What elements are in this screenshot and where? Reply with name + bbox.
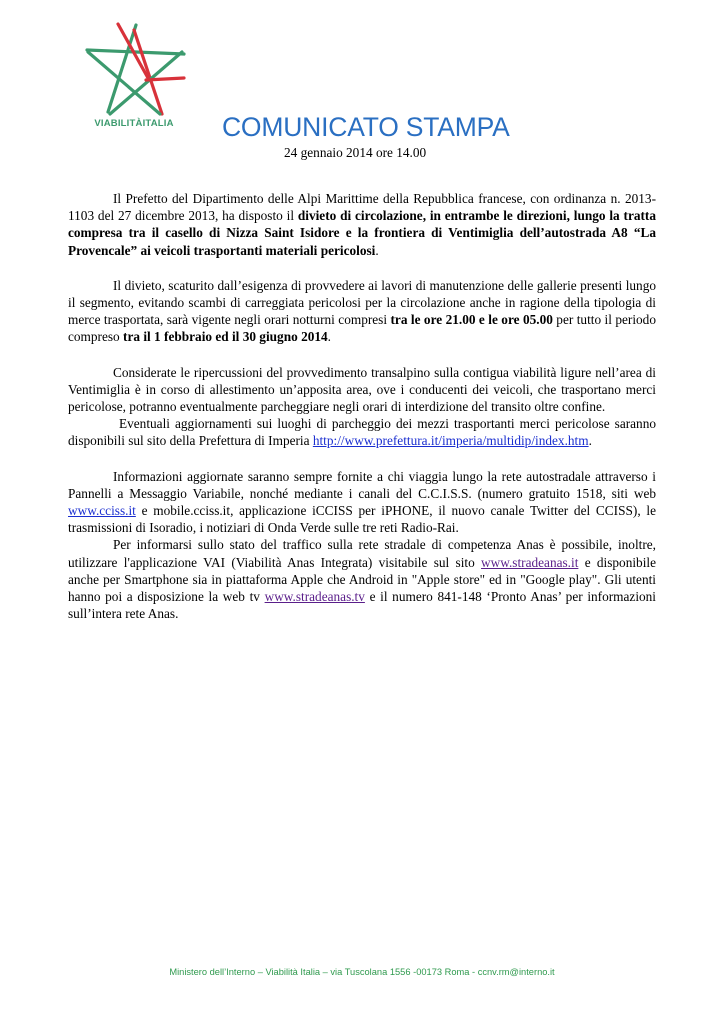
text-segment: . [375,242,379,258]
paragraph-cciss-info [68,468,656,537]
viabilita-italia-logo [78,22,193,134]
bold-segment: tra il 1 febbraio ed il 30 giugno 2014 [123,329,328,345]
paragraph-parking-updates [68,415,656,449]
bold-segment: tra le ore 21.00 e le ore 05.00 [390,312,553,328]
text-segment: Il divieto, scaturito dall’esigenza di provvedere ai lavori di manutenzione delle gallerie presenti lungo il segmento, evitando scambi di carreggiata pericolosi per la circolazione anche in ragione della tipologia di merce trasportata, sarà vigente negli orari notturni compresi [68,277,656,328]
page-title: COMUNICATO STAMPA [222,112,510,142]
stradeanas-tv-link[interactable]: www.stradeanas.tv [264,589,365,605]
star-logo-icon [84,22,188,120]
text-segment: per tutto il periodo compreso [68,312,656,345]
text-segment: . [588,433,592,449]
text-segment: e il numero 841-148 ‘Pronto Anas’ per informazioni sull’intera rete Anas. [68,589,657,622]
text-segment: Eventuali aggiornamenti sui luoghi di parcheggio dei mezzi trasportanti merci pericolose saranno disponibili sul sito della Prefettura di Imperia [68,416,656,449]
prefettura-link[interactable]: http://www.prefettura.it/imperia/multidip/index.htm [312,433,589,449]
text-segment: Informazioni aggiornate saranno sempre fornite a chi viaggia lungo la rete autostradale attraverso i Pannelli a Messaggio Variabile, nonché mediante i canali del C.C.I.S.S. (numero gratuito 1518, siti web [68,468,656,501]
text-segment: Per informarsi sullo stato del traffico sulla rete stradale di competenza Anas è possibile, inoltre, utilizzare l'applicazione VAI (Viabilità Anas Integrata) visitabile sul sito [68,537,656,570]
paragraph-anas-info [68,536,656,622]
page-footer: Ministero dell’Interno – Viabilità Italia – via Tuscolana 1556 -00173 Roma - ccnv.rm@interno.it [169,967,555,977]
text-segment: Considerate le ripercussioni del provvedimento transalpino sulla contigua viabilità ligure nell’area di Ventimiglia è in corso di allestimento un’apposita area, ove i conducenti dei veicoli, che trasportano merci pericolose, potranno eventualmente parcheggiare negli orari di interdizione del transito oltre confine. [68,364,656,415]
logo-text: VIABILITÀITALIA [94,118,174,129]
text-segment: . [327,329,331,345]
bold-segment: divieto di circolazione, in entrambe le direzioni, lungo la tratta compresa tra il casello di Nizza Saint Isidore e la frontiera di Ventimiglia dell’autostrada A8 “La Provencale” ai veicoli trasportanti materiali pericolosi [68,208,656,258]
press-release-body [68,190,656,622]
text-segment: e mobile.cciss.it, applicazione iCCISS per iPHONE, il nuovo canale Twitter del CCISS), le trasmissioni di Isoradio, i notiziari di Onda Verde sulle tre reti Radio-Rai. [68,503,656,536]
cciss-link[interactable]: www.cciss.it [68,503,136,519]
paragraph-ban-details [68,277,656,346]
text-segment: Il Prefetto del Dipartimento delle Alpi Marittime della Repubblica francese, con ordinanza n. 2013-1103 del 27 dicembre 2013, ha disposto il [68,191,656,224]
paragraph-ordinance [68,190,656,259]
press-release-date: 24 gennaio 2014 ore 14.00 [284,145,427,160]
stradeanas-it-link[interactable]: www.stradeanas.it [481,554,579,570]
paragraph-parking-area [68,364,656,416]
text-segment: e disponibile anche per Smartphone sia in piattaforma Apple che Android in "Apple store" ed in "Google play". Gli utenti hanno poi a disposizione la web tv [68,554,656,605]
